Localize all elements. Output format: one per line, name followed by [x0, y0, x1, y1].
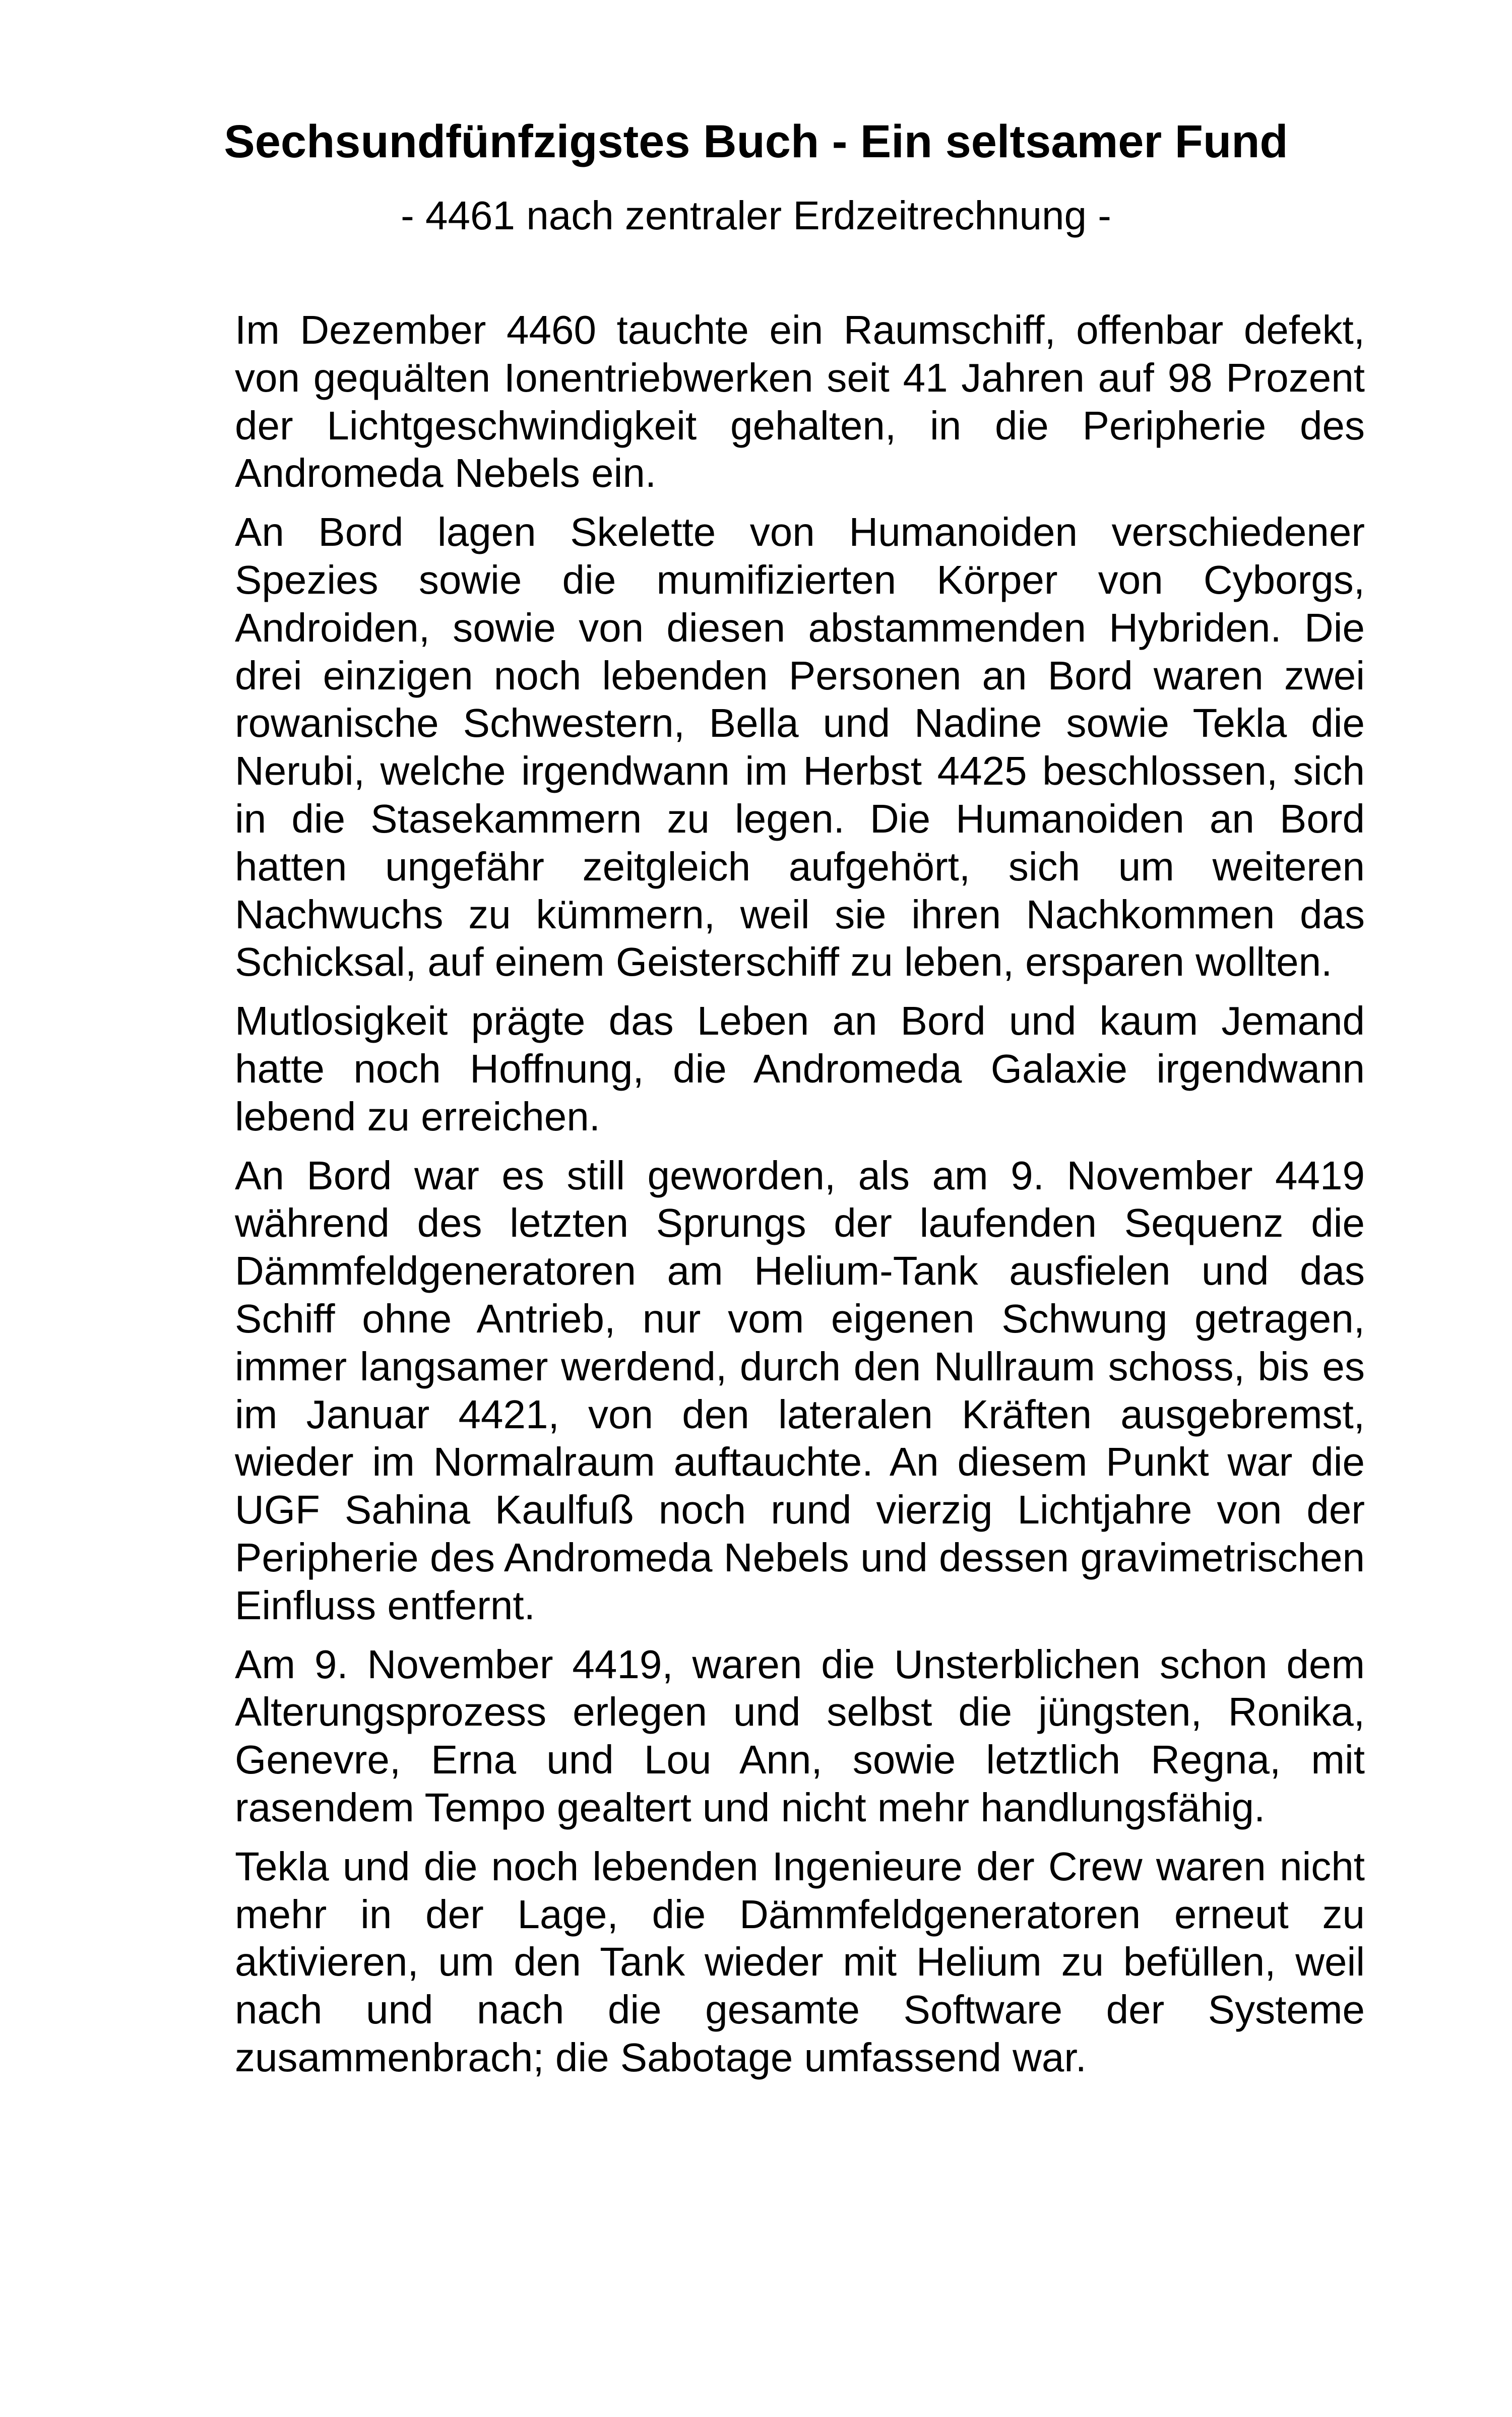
body-text: [235, 306, 1365, 2093]
paragraph-5: Am 9. November 4419, waren die Unsterblichen schon dem Alterungsprozess erlegen und selbst die jüngsten, Ronika, Genevre, Erna und Lou Ann, sowie letztlich Regna, mit rasendem Tempo gealtert und nicht mehr handlungsfähig.: [235, 1641, 1365, 1830]
paragraph-3: Mutlosigkeit prägte das Leben an Bord und kaum Jemand hatte noch Hoffnung, die Andromeda Galaxie irgendwann lebend zu erreichen.: [235, 998, 1365, 1139]
paragraph-6: Tekla und die noch lebenden Ingenieure der Crew waren nicht mehr in der Lage, die Dämmfeldgeneratoren erneut zu aktivieren, um den Tank wieder mit Helium zu befüllen, weil nach und nach die gesamte Software der Systeme zusammenbrach; die Sabotage umfassend war.: [235, 1843, 1365, 2080]
paragraph-1: Im Dezember 4460 tauchte ein Raumschiff, offenbar defekt, von gequälten Ionentriebwerken seit 41 Jahren auf 98 Prozent der Lichtgeschwindigkeit gehalten, in die Peripherie des Andromeda Nebels ein.: [235, 307, 1365, 496]
chapter-subtitle: - 4461 nach zentraler Erdzeitrechnung -: [401, 193, 1111, 238]
chapter-title: Sechsundfünfzigstes Buch - Ein seltsamer Fund: [224, 116, 1288, 167]
paragraph-4: An Bord war es still geworden, als am 9. November 4419 während des letzten Sprungs der laufenden Sequenz die Dämmfeldgeneratoren am Helium-Tank ausfielen und das Schiff ohne Antrieb, nur vom eigenen Schwung getragen, immer langsamer werdend, durch den Nullraum schoss, bis es im Januar 4421, von den lateralen Kräften ausgebremst, wieder im Normalraum auftauchte. An diesem Punkt war die UGF Sahina Kaulfuß noch rund vierzig Lichtjahre von der Peripherie des Andromeda Nebels und dessen gravimetrischen Einfluss entfernt.: [235, 1153, 1365, 1628]
paragraph-2: An Bord lagen Skelette von Humanoiden verschiedener Spezies sowie die mumifizierten Körper von Cyborgs, Androiden, sowie von diesen abstammenden Hybriden. Die drei einzigen noch lebenden Personen an Bord waren zwei rowanische Schwestern, Bella und Nadine sowie Tekla die Nerubi, welche irgendwann im Herbst 4425 beschlossen, sich in die Stasekammern zu legen. Die Humanoiden an Bord hatten ungefähr zeitgleich aufgehört, sich um weiteren Nachwuchs zu kümmern, weil sie ihren Nachkommen das Schicksal, auf einem Geisterschiff zu leben, ersparen wollten.: [235, 510, 1365, 985]
